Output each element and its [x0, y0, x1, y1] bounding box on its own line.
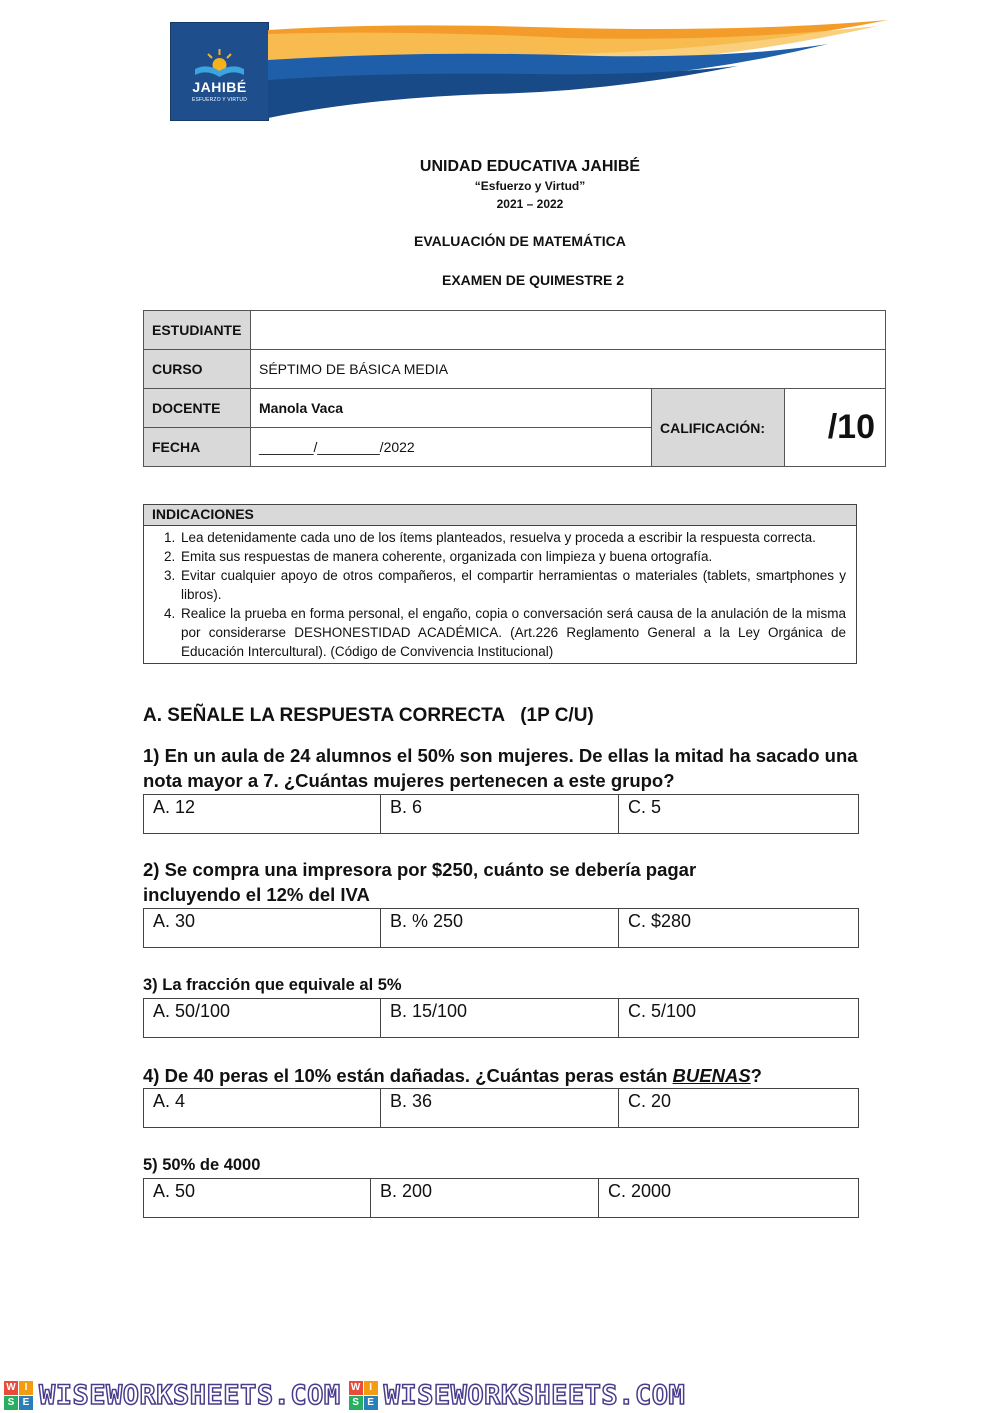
evaluation-title: EVALUACIÓN DE MATEMÁTICA [414, 233, 626, 249]
question-5-options [143, 1178, 859, 1218]
book-sun-icon [191, 45, 248, 79]
indications-box [143, 504, 857, 664]
date-field[interactable]: _______/________/2022 [251, 428, 652, 467]
teacher-label: DOCENTE [144, 389, 251, 428]
section-title: A. SEÑALE LA RESPUESTA CORRECTA (1P C/U) [143, 705, 594, 726]
option-c[interactable]: C. 5 [628, 797, 662, 817]
school-year: 2021 – 2022 [496, 197, 564, 211]
teacher-value: Manola Vaca [251, 389, 652, 428]
footer-watermark [0, 1377, 1000, 1413]
question-1: 1) En un aula de 24 alumnos el 50% son mujeres. De ellas la mitad ha sacado una nota mayor a 7. ¿Cuántas mujeres pertenecen a este grupo? [143, 745, 858, 791]
question-4-emphasis: BUENAS [672, 1065, 751, 1086]
question-4-end: ? [750, 1065, 762, 1086]
indications-title: INDICACIONES [144, 505, 856, 526]
header-banner [268, 20, 888, 120]
student-label: ESTUDIANTE [144, 311, 251, 350]
school-name: UNIDAD EDUCATIVA JAHIBÉ [419, 158, 641, 175]
course-value: SÉPTIMO DE BÁSICA MEDIA [251, 350, 886, 389]
student-info-table [143, 310, 886, 467]
question-4-options [143, 1088, 859, 1128]
option-c[interactable]: C. 5/100 [628, 1001, 697, 1021]
option-a[interactable]: A. 30 [144, 909, 381, 947]
option-b[interactable]: B. % 250 [381, 909, 619, 947]
question-1-options [143, 794, 859, 834]
indication-item: 2. Emita sus respuestas de manera coherente, organizada con limpieza y buena ortografía. [179, 547, 846, 566]
grade-label: CALIFICACIÓN: [652, 389, 785, 467]
logo-brand: JAHIBÉ [192, 79, 247, 95]
indication-item: 1. Lea detenidamente cada uno de los ítems planteados, resuelva y proceda a escribir la respuesta correcta. [179, 528, 846, 547]
question-3: 3) La fracción que equivale al 5% [143, 976, 402, 994]
option-a[interactable]: A. 50/100 [144, 999, 381, 1037]
school-logo [170, 22, 269, 121]
wiseworksheets-logo-icon: W I S E [4, 1381, 33, 1410]
option-c[interactable]: C. $280 [628, 911, 692, 931]
indication-item: 4. Realice la prueba en forma personal, el engaño, copia o conversación será causa de la anulación de la misma por considerarse DESHONESTIDAD ACADÉMICA. (Art.226 Reglamento General a la Ley Orgánica de Educación Intercultural). (Código de Convivencia Institucional) [179, 604, 846, 661]
watermark-text: WISEWORKSHEETS.COM [383, 1379, 686, 1411]
indication-item: 3. Evitar cualquier apoyo de otros compañeros, el compartir herramientas o materiales (tablets, smartphones y libros). [179, 566, 846, 604]
option-b[interactable]: B. 15/100 [381, 999, 619, 1037]
exam-title: EXAMEN DE QUIMESTRE 2 [442, 272, 625, 288]
option-b[interactable]: B. 36 [381, 1089, 619, 1127]
option-a[interactable]: A. 12 [144, 795, 381, 833]
option-b[interactable]: B. 6 [381, 795, 619, 833]
option-a[interactable]: A. 50 [144, 1179, 371, 1217]
option-c[interactable]: C. 2000 [608, 1181, 672, 1201]
option-b[interactable]: B. 200 [371, 1179, 599, 1217]
option-c[interactable]: C. 20 [628, 1091, 672, 1111]
indications-list [144, 526, 856, 663]
question-5: 5) 50% de 4000 [143, 1156, 261, 1174]
question-4-text: 4) De 40 peras el 10% están dañadas. ¿Cuántas peras están [143, 1065, 673, 1086]
question-4 [143, 1063, 863, 1088]
course-label: CURSO [144, 350, 251, 389]
option-a[interactable]: A. 4 [144, 1089, 381, 1127]
date-label: FECHA [144, 428, 251, 467]
watermark-text: WISEWORKSHEETS.COM [39, 1379, 341, 1411]
student-field[interactable] [251, 311, 886, 350]
question-3-options [143, 998, 859, 1038]
logo-motto: ESFUERZO Y VIRTUD [191, 97, 248, 103]
question-2: 2) Se compra una impresora por $250, cuánto se debería pagar incluyendo el 12% del IVA [143, 859, 697, 905]
wiseworksheets-logo-icon: W I S E [349, 1381, 378, 1410]
school-motto: “Esfuerzo y Virtud” [474, 179, 586, 193]
question-2-options [143, 908, 859, 948]
grade-value: /10 [785, 389, 886, 467]
